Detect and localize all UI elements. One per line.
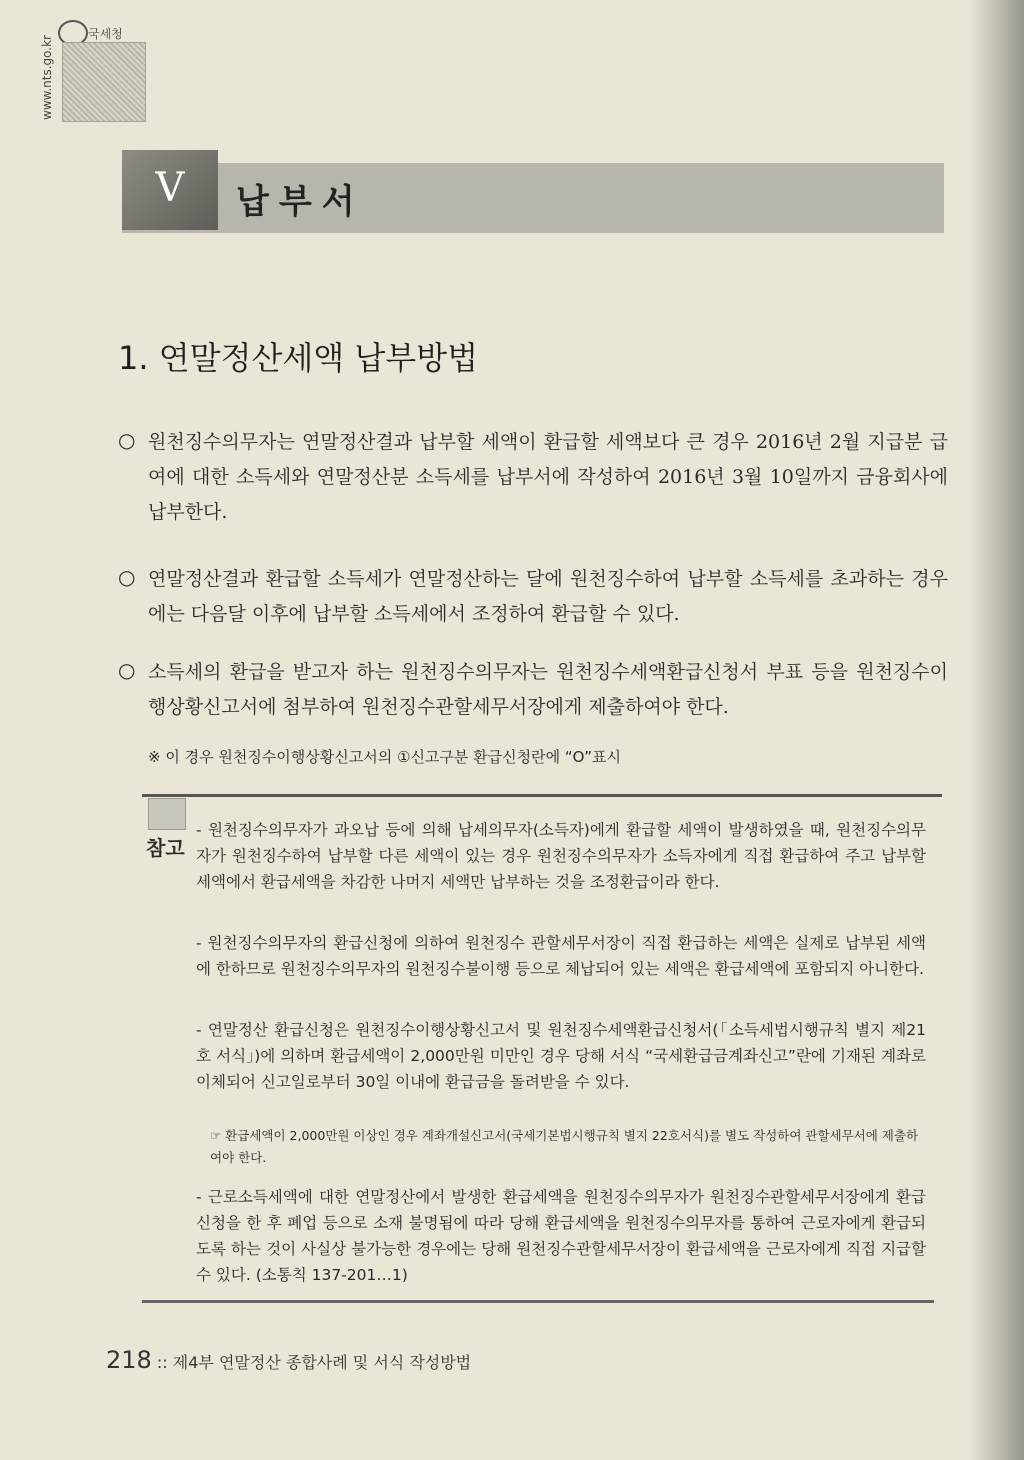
footer-text: 제4부 연말정산 종합사례 및 서식 작성방법: [172, 1353, 472, 1372]
reference-item-1: - 원천징수의무자가 과오납 등에 의해 납세의무자(소득자)에게 환급할 세액이 발생하였을 때, 원천징수의무자가 원천징수하여 납부할 다른 세액이 있는 경우 원천징수의무자가 소득자에게 직접 환급하여 주고 납부할 세액에서 환급세액을 차감한 나머지 세액만 납부하는 것을 조정환급이라 한다.: [196, 821, 926, 891]
bullet-icon: ○: [118, 565, 136, 589]
reference-item-4: - 근로소득세액에 대한 연말정산에서 발생한 환급세액을 원천징수의무자가 원천징수관할세무서장에게 환급신청을 한 후 폐업 등으로 소재 불명됨에 따라 당해 환급세액을 원천징수의무자를 통하여 근로자에게 환급되도록 하는 것이 사실상 불가능한 경우에는 당해 원천징수관할세무서장이 환급세액을 근로자에게 직접 지급할 수 있다. (소통칙 137-201…1): [196, 1188, 926, 1284]
pencil-icon: [148, 798, 186, 830]
paragraph-1: 원천징수의무자는 연말정산결과 납부할 세액이 환급할 세액보다 큰 경우 2016년 2월 지급분 급여에 대한 소득세와 연말정산분 소득세를 납부서에 작성하여 2016년 3월 10일까지 금융회사에 납부한다.: [148, 431, 948, 523]
reference-top-rule: [142, 794, 942, 797]
page-edge-shadow: [969, 0, 1024, 1460]
page-number: 218: [106, 1346, 152, 1374]
bullet-icon: ○: [118, 428, 136, 452]
bullet-icon: ○: [118, 658, 136, 682]
reference-bottom-rule: [142, 1300, 934, 1303]
paragraph-2: 연말정산결과 환급할 소득세가 연말정산하는 달에 원천징수하여 납부할 소득세를 초과하는 경우에는 다음달 이후에 납부할 소득세에서 조정하여 환급할 수 있다.: [148, 568, 948, 625]
paragraph-3: 소득세의 환급을 받고자 하는 원천징수의무자는 원천징수세액환급신청서 부표 등을 원천징수이행상황신고서에 첨부하여 원천징수관할세무서장에게 제출하여야 한다.: [148, 661, 948, 718]
reference-item-2: - 원천징수의무자의 환급신청에 의하여 원천징수 관할세무서장이 직접 환급하는 세액은 실제로 납부된 세액에 한하므로 원천징수의무자의 원천징수불이행 등으로 체납되어 있는 세액은 환급세액에 포함되지 아니한다.: [196, 934, 926, 978]
reference-sub-note: ☞ 환급세액이 2,000만원 이상인 경우 계좌개설신고서(국세기본법시행규칙 별지 22호서식)를 별도 작성하여 관할세무서에 제출하여야 한다.: [210, 1128, 919, 1165]
section-title: 1. 연말정산세액 납부방법: [118, 339, 478, 377]
qr-code-image: [62, 42, 146, 122]
chapter-number: V: [122, 150, 218, 230]
logo-text: 국세청: [88, 27, 123, 41]
reference-label: 참고: [146, 836, 185, 860]
site-url: www.nts.go.kr: [40, 35, 54, 120]
page-footer: [106, 1346, 471, 1374]
footer-separator: ::: [156, 1353, 168, 1372]
reference-item-3: - 연말정산 환급신청은 원천징수이행상황신고서 및 원천징수세액환급신청서(「소득세법시행규칙 별지 제21호 서식」)에 의하며 환급세액이 2,000만원 미만인 경우 당해 서식 “국세환급금계좌신고”란에 기재된 계좌로 이체되어 신고일로부터 30일 이내에 환급금을 돌려받을 수 있다.: [196, 1021, 926, 1091]
footnote: ※ 이 경우 원천징수이행상황신고서의 ①신고구분 환급신청란에 “O”표시: [148, 748, 621, 766]
chapter-title: 납부서: [236, 182, 365, 222]
